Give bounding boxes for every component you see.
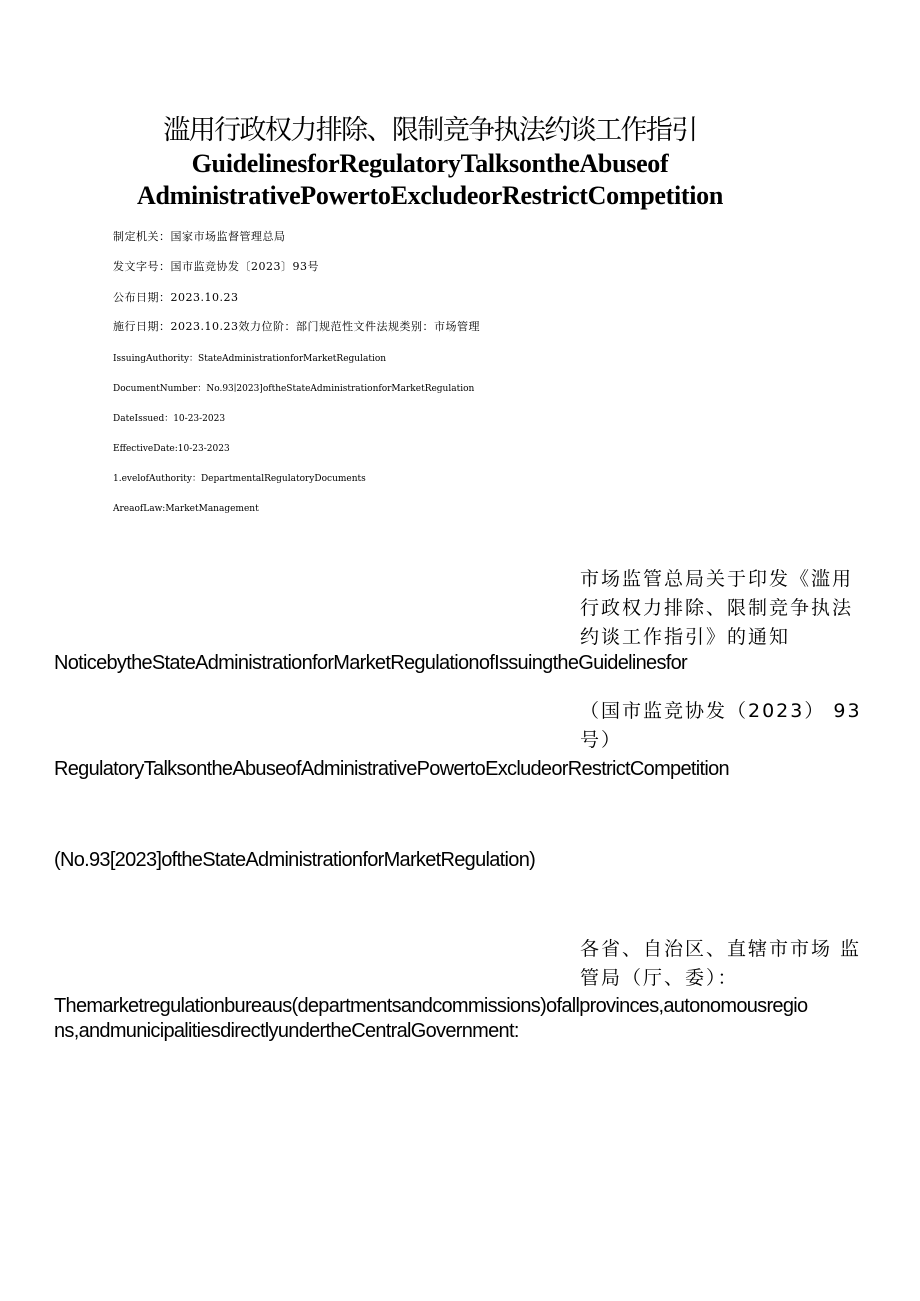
meta-document-number-en: DocumentNumber：No.93∣2023]oftheStateAdministrationforMarketRegulation <box>113 384 475 394</box>
title-chinese: 滥用行政权力排除、限制竞争执法约谈工作指引 <box>163 115 697 146</box>
meta-document-number-cn: 发文字号：国市监竞协发〔2023〕93号 <box>113 260 319 273</box>
notice-title-en-part-1: NoticebytheStateAdministrationforMarketRegulationofIssuingtheGuidelinesfor <box>54 652 688 674</box>
salutation-en: Themarketregulationbureaus(departmentsandcommissions)ofallprovinces,autonomousregions,andmunicipalitiesdirectlyundertheCentralGovernment: <box>54 995 808 1042</box>
meta-date-issued-cn: 公布日期：2023.10.23 <box>113 291 239 304</box>
meta-level-of-authority-en: 1.evelofAuthority：DepartmentalRegulatoryDocuments <box>113 474 366 484</box>
notice-number-cn: （国市监竞协发（2023） 93号） <box>580 700 862 751</box>
meta-effective-cn: 施行日期：2023.10.23效力位阶：部门规范性文件法规类别：市场管理 <box>113 320 480 333</box>
meta-issuing-authority-en: IssuingAuthority：StateAdministrationforMarketRegulation <box>113 354 387 364</box>
notice-title-cn: 市场监管总局关于印发《滥用行政权力排除、限制竞争执法约谈工作指引》的通知 <box>580 568 854 648</box>
title-english-line-1: GuidelinesforRegulatoryTalksontheAbuseof <box>191 149 669 178</box>
salutation-cn: 各省、自治区、直辖市市场 监管局（厅、委）： <box>580 938 862 989</box>
notice-number-en: (No.93[2023]oftheStateAdministrationforMarketRegulation) <box>54 849 536 871</box>
meta-effective-date-en: EffectiveDate:10-23-2023 <box>113 444 230 454</box>
meta-date-issued-en: DateIssued：10-23-2023 <box>113 414 226 424</box>
title-english-line-2: AdministrativePowertoExcludeorRestrictCompetition <box>136 181 724 210</box>
meta-issuing-authority-cn: 制定机关：国家市场监督管理总局 <box>113 230 286 243</box>
notice-title-en-part-2: RegulatoryTalksontheAbuseofAdministrativePowertoExcludeorRestrictCompetition <box>54 758 729 780</box>
meta-area-of-law-en: AreaofLaw:MarketManagement <box>113 504 259 514</box>
